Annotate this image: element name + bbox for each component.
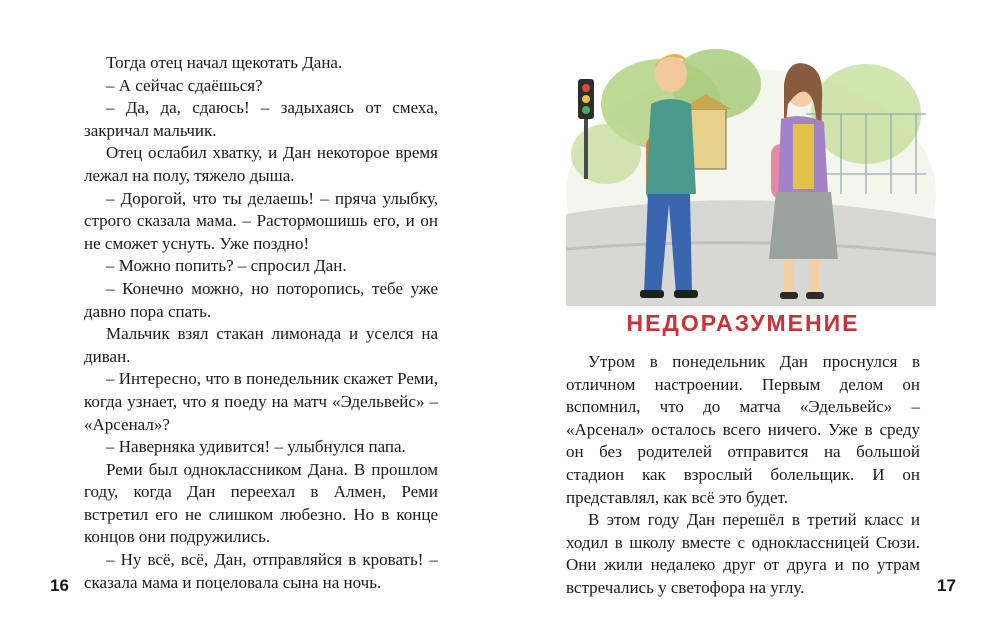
paragraph: – Можно попить? – спросил Дан.	[106, 256, 347, 276]
paragraph: – Интересно, что в понедельник скажет Реми, когда узнает, что я поеду на матч «Эдельвейс» – «Арсенал»?	[84, 369, 438, 434]
paragraph: Реми был одноклассником Дана. В прошлом году, когда Дан переехал в Алмен, Реми встретил его не слишком любезно. Но в конце концов они подружились.	[84, 459, 438, 547]
right-page-text	[566, 351, 920, 600]
paragraph: В этом году Дан перешёл в третий класс и ходил в школу вместе с одноклассницей Сюзи. Они жили недалеко друг от друга и по утрам встречались у светофора на углу.	[566, 510, 920, 597]
street-scene-illustration	[566, 44, 936, 306]
paragraph: – Наверняка удивится! – улыбнулся папа.	[106, 437, 406, 457]
page-number-right: 17	[937, 576, 956, 595]
paragraph: Отец ослабил хватку, и Дан некоторое время лежал на полу, тяжело дыша.	[84, 143, 438, 185]
paragraph: Мальчик взял стакан лимонада и уселся на диван.	[84, 324, 438, 366]
chapter-title: НЕДОРАЗУМЕНИЕ	[626, 310, 860, 336]
paragraph: – Конечно можно, но поторопись, тебе уже давно пора спать.	[84, 278, 438, 321]
left-page-text	[84, 52, 438, 594]
paragraph: – Да, да, сдаюсь! – задыхаясь от смеха, закричал мальчик.	[84, 98, 438, 140]
paragraph: Утром в понедельник Дан проснулся в отличном настроении. Первым делом он вспомнил, что до матча «Эдельвейс» – «Арсенал» осталось всего ничего. Уже в среду он без родителей отправится на большой стадион как взрослый болельщик. И он представлял, как всё это будет.	[566, 352, 920, 507]
paragraph: – Дорогой, что ты делаешь! – пряча улыбку, строго сказала мама. – Растормошишь его, и он не сможет уснуть. Уже поздно!	[84, 188, 438, 253]
paragraph: – Ну всё, всё, Дан, отправляйся в кровать! – сказала мама и поцеловала сына на ночь.	[84, 550, 438, 592]
paragraph: Тогда отец начал щекотать Дана.	[106, 53, 343, 72]
paragraph: – А сейчас сдаёшься?	[106, 75, 263, 95]
page-number-left: 16	[50, 576, 69, 595]
